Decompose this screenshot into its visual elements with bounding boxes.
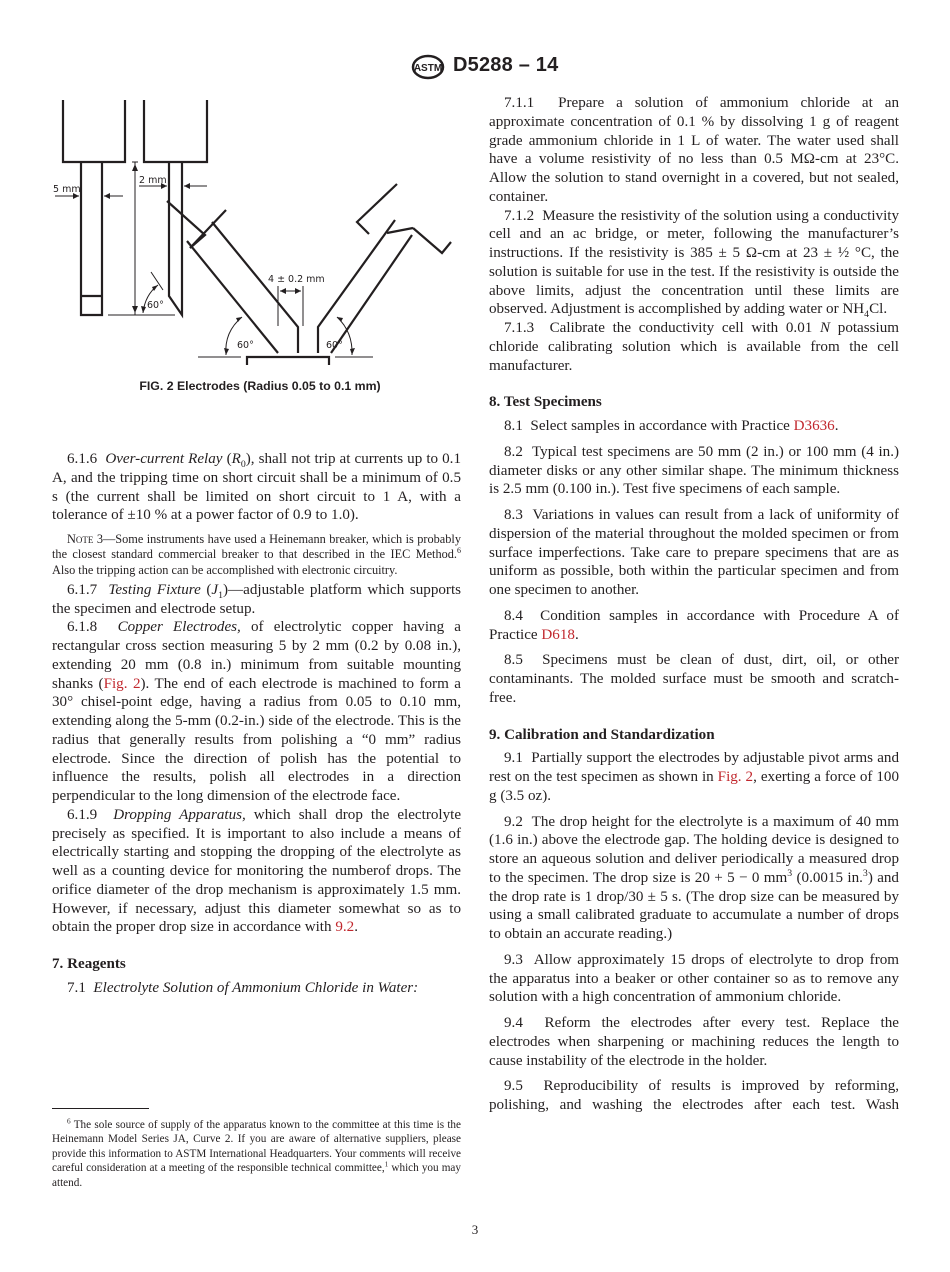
paragraph-6-1-7: 6.1.7 Testing Fixture $(J_1)—adjustable$ platform which supports the specimen and electrode setup. <box>52 581 462 617</box>
paragraph-6-1-6: 6.1.6 Over-current Relay $(R_0)$, shall not trip at currents up to 0.1 A, and the tripping time on short circuit shall be a minimum of 0.5 s (the current shall be limited on short circuit to 1 A, with a tolerance of ±10 % at a power factor of 0.9 to 1.0). <box>52 451 462 524</box>
note-3: Note 3—Some instruments have used a Heinemann breaker, which is probably the closest standard commercial breaker to that described in the IEC Method.$^6$ Also the tripping action can be accomplished with electronic circuitry. <box>52 532 461 577</box>
figure-caption: FIG. 2 Electrodes (Radius 0.05 to 0.1 mm) <box>139 379 381 393</box>
footnote-ref-6[interactable]: 6 <box>457 546 461 556</box>
paragraph-6-1-9: 6.1.9 Dropping Apparatus, which shall drop the electrolyte precisely as specified. It is important to also include a means of electrically starting and stopping the dropping of the electrolyte as well as a counting device for monitoring the numberof drops. The orifice diameter of the drop mechanism is approximately 1.5 mm. However, if necessary, adjust this diameter somewhat so as to obtain the proper drop size in accordance with 9.2. <box>52 806 462 936</box>
label-5mm: 5 mm <box>53 184 81 195</box>
document-id: D5288 – 14 <box>453 54 559 76</box>
label-2mm: 2 mm <box>139 175 167 186</box>
page-header <box>0 52 950 82</box>
paragraph-9-2: 9.2 The drop height for the electrolyte is a maximum of 40 mm (1.6 in.) above the electrode gap. The holding device is designed to store an aqueous solution and deliver periodically a measured drop to the specimen. The drop size is 20 + 5 − 0 $mm^3$ (0.0015 in.$^3$) and the drop rate is 1 drop/30 ± 5 s. (The drop size can be measured by using a small calibrated graduate to accumulate a number of drops to obtain an accurate reading.) <box>489 813 899 942</box>
svg-text:ASTM: ASTM <box>413 63 443 74</box>
paragraph-9-1: 9.1 Partially support the electrodes by adjustable pivot arms and rest on the test specimen as shown in Fig. 2, exerting a force of 100 g (3.5 oz). <box>489 750 900 804</box>
link-section-9-2[interactable]: 9.2 <box>335 919 355 936</box>
footnote-divider <box>52 1108 149 1109</box>
label-angle-60-v-right: 60° <box>326 340 343 351</box>
paragraph-9-5: 9.5 Reproducibility of results is improved by reforming, polishing, and washing the electrodes after each test. Wash <box>489 1078 900 1113</box>
section-heading-7: 7. Reagents <box>52 956 126 973</box>
page-number: 3 <box>471 1222 479 1237</box>
footnote-ref-1[interactable]: 1 <box>384 1160 389 1169</box>
paragraph-7-1: 7.1 Electrolyte Solution of Ammonium Chloride in Water: <box>67 979 419 996</box>
paragraph-8-5: 8.5 Specimens must be clean of dust, dirt, oil, or other contaminants. The molded surface must be smooth and scratch-free. <box>489 652 899 706</box>
section-heading-8: 8. Test Specimens <box>489 394 602 411</box>
link-d618[interactable]: D618 <box>541 626 575 643</box>
right-column <box>489 94 899 1115</box>
figure-2-electrodes <box>40 95 480 365</box>
paragraph-7-1-3: 7.1.3 Calibrate the conductivity cell with 0.01 N potassium chloride calibrating solution which is available from the cell manufacturer. <box>489 320 899 374</box>
paragraph-8-3: 8.3 Variations in values can result from a lack of uniformity of dispersion of the material throughout the molded specimen or from surface imperfections. Take care to prepare specimens that are as uniform as possible, both within the particular specimen and from one specimen to another. <box>489 507 899 598</box>
label-gap: 4 ± 0.2 mm <box>268 274 325 285</box>
paragraph-7-1-2: 7.1.2 Measure the resistivity of the solution using a conductivity cell and an ac bridge, or meter, following the manufacturer’s instructions. If the resistivity is 385 ± 5 Ω-cm at 23 ± ½ °C, the solution is suitable for use in the test. If the resistivity is outside the above limits, adjust the concentration until these limits are observed. Adjustment is accomplished by adding water or $NH_4Cl$. <box>489 207 899 321</box>
paragraph-8-2: 8.2 Typical test specimens are 50 mm (2 in.) or 100 mm (4 in.) diameter disks or any other similar shape. The minimum thickness is 2.5 mm (0.100 in.). Test five specimens of each sample. <box>489 443 899 498</box>
section-heading-9: 9. Calibration and Standardization <box>489 726 715 743</box>
label-angle-60-left: 60° <box>147 300 164 311</box>
paragraph-8-4: 8.4 Condition samples in accordance with Procedure A of Practice D618. <box>489 607 899 643</box>
paragraph-6-1-8: 6.1.8 Copper Electrodes, of electrolytic copper having a rectangular cross section measuring 5 by 2 mm (0.2 by 0.08 in.), extending 20 mm (0.8 in.) minimum from suitable mounting shanks (Fig. 2). The end of each electrode is machined to form a 30° chisel-point edge, having a radius from 0.05 to 0.10 mm, extending along the 5-mm (0.2-in.) side of the electrode. This is the radius that generally results from polishing a “0 mm” radius electrode. Since the direction of polish has the potential to influence the results, polish all electrodes in a direction perpendicular to the long dimension of the electrode face. <box>52 619 462 805</box>
link-fig-2[interactable]: Fig. 2 <box>717 769 754 785</box>
paragraph-9-3: 9.3 Allow approximately 15 drops of electrolyte to drop from the apparatus into a beaker or other container so as to remove any solution with a high concentration of ammonium chloride. <box>489 951 900 1006</box>
link-d3636[interactable]: D3636 <box>793 418 835 434</box>
link-fig-2[interactable]: Fig. 2 <box>103 675 141 692</box>
label-angle-60-v-left: 60° <box>237 340 254 351</box>
paragraph-7-1-1: 7.1.1 Prepare a solution of ammonium chloride at an approximate concentration of 0.1 % by dissolving 1 g of reagent grade ammonium chloride in 1 L of water. The water used shall have a volume resistivity of no less than 0.5 MΩ-cm at 23°C. Allow the solution to stand overnight in a covered, but not sealed, container. <box>489 95 899 205</box>
paragraph-8-1: 8.1 Select samples in accordance with Practice D3636. <box>504 418 839 434</box>
astm-logo-icon <box>410 54 446 80</box>
paragraph-9-4: 9.4 Reform the electrodes after every test. Replace the electrodes when sharpening or machining reduces the length to cause instability of the electrode in the holder. <box>489 1015 899 1069</box>
footnote-6: $^6$ The sole source of supply of the apparatus known to the committee at this time is the Heinemann Model Series JA, Curve 2. If you are aware of alternative suppliers, please provide this information to ASTM International Headquarters. Your comments will receive careful consideration at a meeting of the responsible technical committee,$^1$ which you may attend. <box>52 1117 461 1189</box>
left-column <box>52 450 461 998</box>
